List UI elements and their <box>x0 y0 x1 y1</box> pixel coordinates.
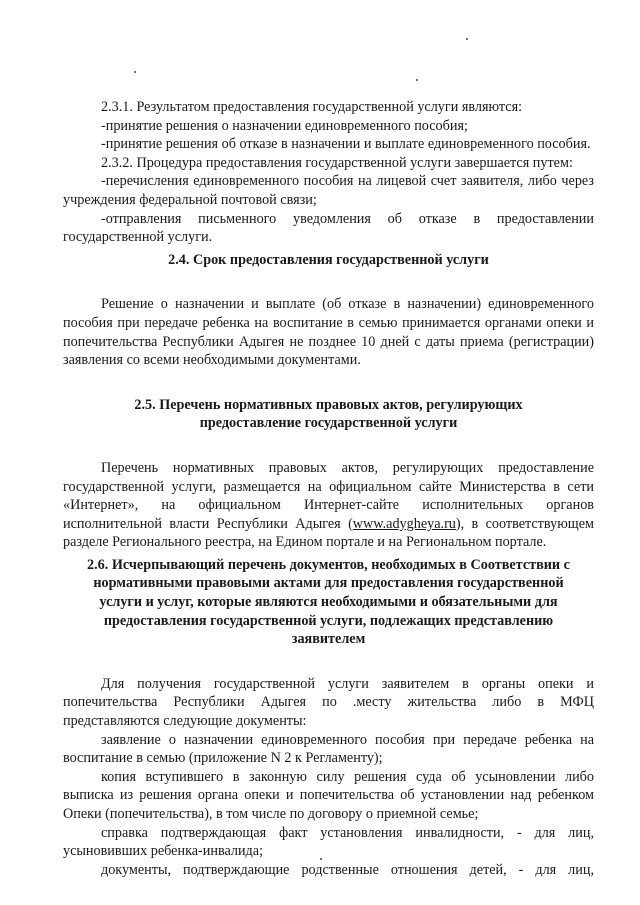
scan-speck <box>134 71 136 73</box>
paragraph-2-3-2: 2.3.2. Процедура предоставления государственной услуги завершается путем: <box>101 154 573 171</box>
paragraph-2-6-intro: Для получения государственной услуги заявителем в органы опеки и попечительства Республики Адыгея по .месту жительства либо в МФЦ представляются следующие документы: <box>63 675 594 730</box>
list-item: справка подтверждающая факт установления инвалидности, - для лиц, усыновивших ребенка-инвалида; <box>63 824 594 860</box>
paragraph-2-5 <box>63 459 594 552</box>
list-item: заявление о назначении единовременного пособия при передаче ребенка на воспитание в семью (приложение N 2 к Регламенту); <box>63 731 594 767</box>
list-item: -перечисления единовременного пособия на лицевой счет заявителя, либо через учреждения федеральной почтовой связи; <box>63 173 594 208</box>
list-item: копия вступившего в законную силу решения суда об усыновлении либо выписка из решения органа опеки и попечительства об установлении над ребенком Опеки (попечительства), в том числе по договору о приемной семье; <box>63 768 594 822</box>
document-page <box>63 98 594 879</box>
section-heading-2-6: 2.6. Исчерпывающий перечень документов, необходимых в Соответствии с нормативными правовыми актами для предоставления государственной услуги и услуг, которые являются необходимыми и обязательными для предоставления государственной услуги, подлежащих представлению заявителем <box>87 556 570 648</box>
list-item: -отправления письменного уведомления об отказе в предоставлении государственной услуги. <box>63 210 594 246</box>
list-item: -принятие решения об отказе в назначении и выплате единовременного пособия. <box>101 136 591 153</box>
section-heading-2-4: 2.4. Срок предоставления государственной услуги <box>168 251 489 268</box>
paragraph-2-4: Решение о назначении и выплате (об отказе в назначении) единовременного пособия при передаче ребенка на воспитание в семью принимается органами опеки и попечительства Республики Адыгея не позднее 10 дней с даты приема (регистрации) заявления со всеми необходимыми документами. <box>63 296 594 369</box>
paragraph-text: ), в соответствующем разделе Регионального реестра, на Едином портале и на Региональном портале. <box>63 515 594 551</box>
scan-speck <box>416 79 418 81</box>
paragraph-2-3-1: 2.3.1. Результатом предоставления государственной услуги являются: <box>101 99 523 115</box>
paragraph-text: Перечень нормативных правовых актов, регулирующих предоставление государственной услуги, размещается на официальном сайте Министерства в сети «Интернет», на официальном Интернет-сайте исполнительных органов исполнительной власти Республики Адыгея ( <box>63 459 594 532</box>
scan-speck <box>466 38 468 40</box>
section-2-3 <box>63 98 594 247</box>
list-item: -принятие решения о назначении единовременного пособия; <box>101 117 468 134</box>
list-item: документы, подтверждающие родственные отношения детей, - для лиц, <box>101 861 594 878</box>
section-heading-2-5: 2.5. Перечень нормативных правовых актов, регулирующих предоставление государственной услуги <box>134 396 523 432</box>
website-link[interactable]: www.adygheya.ru <box>352 515 456 532</box>
